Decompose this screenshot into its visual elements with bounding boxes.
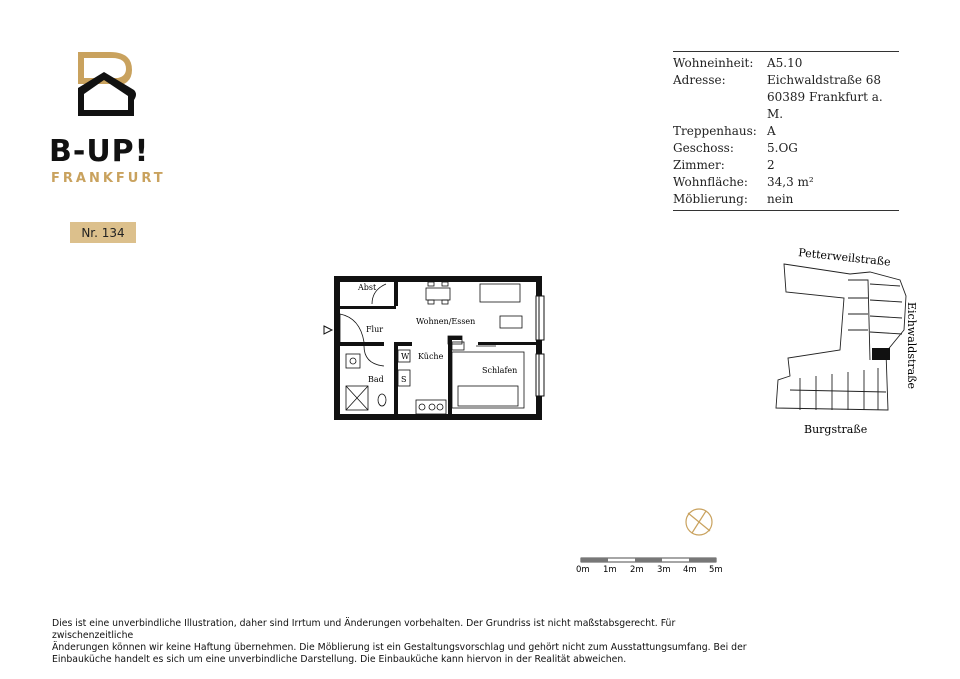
street-label-top: Petterweilstraße bbox=[797, 246, 892, 269]
info-row bbox=[673, 72, 899, 89]
compass-north-icon bbox=[682, 505, 716, 539]
room-label-abst: Abst bbox=[358, 283, 377, 292]
info-row bbox=[673, 191, 899, 208]
info-value: Eichwaldstraße 68 bbox=[767, 73, 882, 87]
scale-bar bbox=[575, 554, 735, 578]
info-key: Adresse: bbox=[673, 73, 726, 87]
scale-label-3: 3m bbox=[657, 565, 671, 575]
info-row bbox=[673, 174, 899, 191]
unit-number-badge: Nr. 134 bbox=[70, 222, 136, 243]
brand-logo bbox=[48, 50, 168, 190]
info-value: A bbox=[767, 124, 776, 138]
info-row bbox=[673, 140, 899, 157]
info-row bbox=[673, 123, 899, 140]
info-key: Treppenhaus: bbox=[673, 124, 757, 138]
room-label-s: S bbox=[401, 375, 407, 384]
info-row bbox=[673, 55, 899, 72]
info-key: Wohneinheit: bbox=[673, 56, 754, 70]
info-row bbox=[673, 89, 899, 123]
info-value: 5.OG bbox=[767, 141, 798, 155]
street-label-right: Eichwaldstraße bbox=[905, 302, 918, 390]
room-label-kueche: Küche bbox=[418, 352, 444, 361]
scale-label-5: 5m bbox=[709, 565, 723, 575]
brand-city: FRANKFURT bbox=[51, 171, 166, 186]
room-label-wohnen: Wohnen/Essen bbox=[416, 317, 476, 326]
info-value: A5.10 bbox=[767, 56, 803, 70]
disclaimer bbox=[52, 618, 752, 666]
logo-mark-icon bbox=[48, 50, 168, 130]
scale-label-0: 0m bbox=[576, 565, 590, 575]
info-key: Zimmer: bbox=[673, 158, 725, 172]
scale-label-1: 1m bbox=[603, 565, 617, 575]
info-value: 34,3 m² bbox=[767, 175, 814, 189]
room-label-bad: Bad bbox=[368, 375, 384, 384]
room-label-flur: Flur bbox=[366, 325, 384, 334]
room-label-schlafen: Schlafen bbox=[482, 366, 518, 375]
brand-name: B-UP! bbox=[49, 134, 150, 169]
disclaimer-line-3: Einbauküche handelt es sich um eine unverbindliche Darstellung. Die Einbauküche kann hiervon in der Realität abweichen. bbox=[52, 654, 627, 665]
floor-plan bbox=[320, 270, 560, 430]
info-row bbox=[673, 157, 899, 174]
unit-info-table bbox=[673, 51, 899, 211]
info-value: 60389 Frankfurt a. M. bbox=[767, 90, 883, 121]
disclaimer-line-2: Änderungen können wir keine Haftung übernehmen. Die Möblierung ist ein Gestaltungsvorschlag und gehört nicht zum Ausstattungsumfang. Bei der bbox=[52, 642, 747, 653]
info-key bbox=[673, 89, 767, 123]
info-key: Möblierung: bbox=[673, 192, 748, 206]
site-plan bbox=[760, 240, 930, 440]
info-key: Wohnfläche: bbox=[673, 175, 748, 189]
info-value: 2 bbox=[767, 158, 775, 172]
info-key: Geschoss: bbox=[673, 141, 734, 155]
room-label-w: W bbox=[401, 352, 410, 361]
scale-label-2: 2m bbox=[630, 565, 644, 575]
street-label-bottom: Burgstraße bbox=[804, 423, 868, 436]
disclaimer-line-1: Dies ist eine unverbindliche Illustration, daher sind Irrtum und Änderungen vorbehalten. Der Grundriss ist nicht maßstabsgerecht. Für zwischenzeitliche bbox=[52, 618, 676, 641]
scale-label-4: 4m bbox=[683, 565, 697, 575]
info-value: nein bbox=[767, 192, 794, 206]
